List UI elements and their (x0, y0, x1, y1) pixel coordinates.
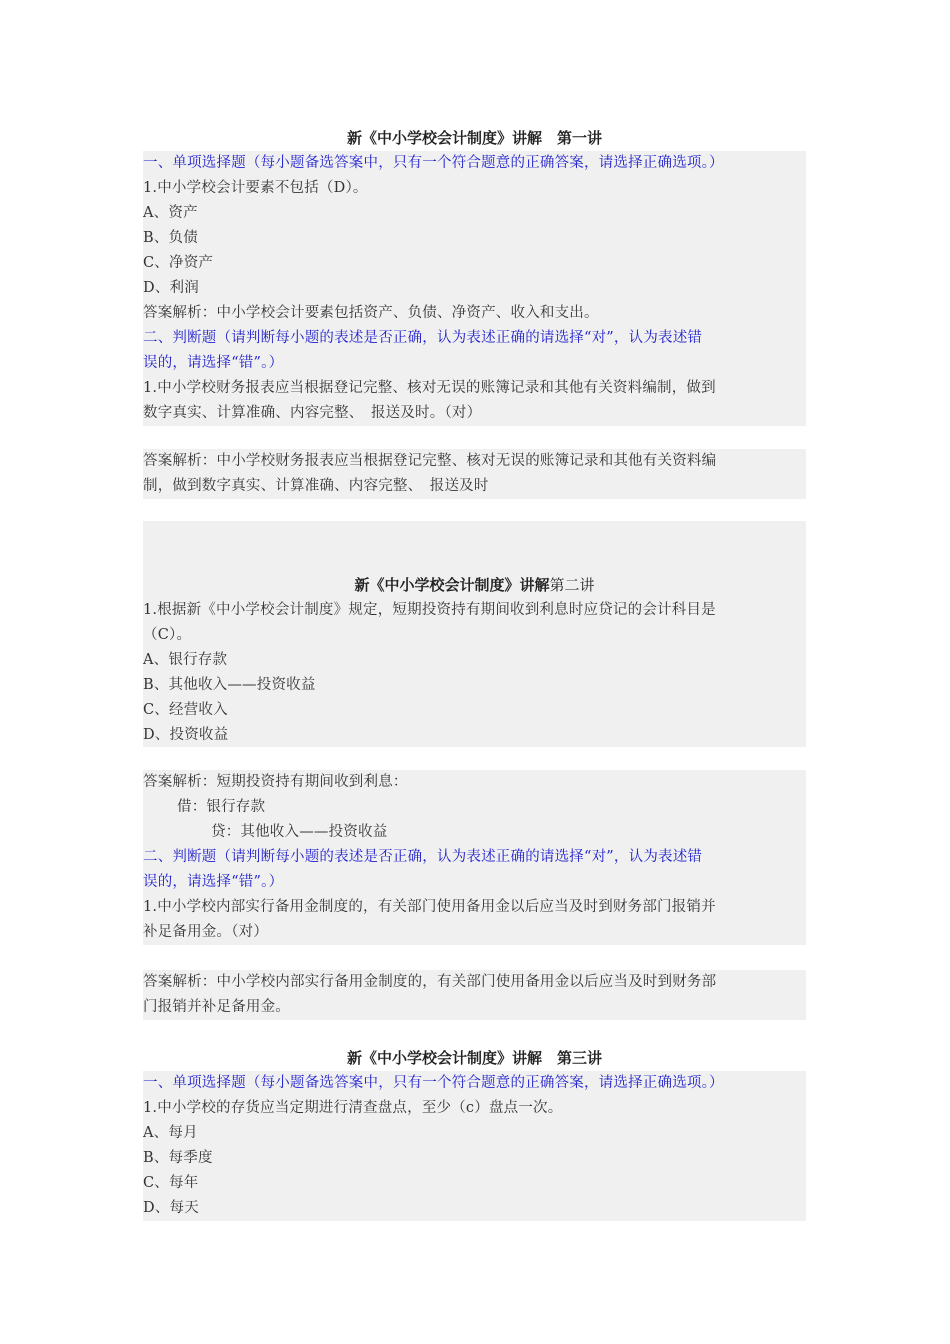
judge-heading-line1: 二、判断题（请判断每小题的表述是否正确，认为表述正确的请选择“对”，认为表述错 (143, 849, 703, 865)
section3-title: 新《中小学校会计制度》讲解 第三讲 (346, 1049, 602, 1067)
journal-credit: 贷：其他收入——投资收益 (211, 824, 388, 840)
section2-title (143, 573, 806, 598)
judge-analysis-line1: 答案解析：中小学校内部实行备用金制度的，有关部门使用备用金以后应当及时到财务部 (143, 974, 717, 990)
answer-analysis-intro: 答案解析：短期投资持有期间收到利息： (143, 774, 408, 790)
option-a: A、资产 (143, 205, 198, 221)
option-a: A、银行存款 (143, 652, 228, 668)
judge-question-line1: 1.中小学校财务报表应当根据登记完整、核对无误的账簿记录和其他有关资料编制，做到 (143, 380, 716, 396)
option-d: D、每天 (143, 1200, 199, 1216)
judge-question-line1: 1.中小学校内部实行备用金制度的，有关部门使用备用金以后应当及时到财务部门报销并 (143, 899, 716, 915)
question-1-line1: 1.根据新《中小学校会计制度》规定，短期投资持有期间收到利息时应贷记的会计科目是 (143, 602, 716, 618)
judge-heading-line2: 误的，请选择“错”。） (143, 874, 284, 890)
option-b: B、其他收入——投资收益 (143, 677, 316, 693)
section2-analysis-block (143, 770, 806, 945)
judge-question-line2: 数字真实、计算准确、内容完整、 报送及时。（对） (143, 405, 482, 421)
section2-title-bold: 新《中小学校会计制度》讲解 (354, 576, 550, 594)
judge-analysis-line2: 门报销并补足备用金。 (143, 999, 290, 1015)
option-d: D、利润 (143, 280, 199, 296)
single-choice-heading: 一、单项选择题（每小题备选答案中，只有一个符合题意的正确答案，请选择正确选项。） (143, 1075, 724, 1091)
judge-analysis-line2: 制，做到数字真实、计算准确、内容完整、 报送及时 (143, 478, 489, 494)
option-d: D、投资收益 (143, 727, 229, 743)
judge-heading-line2: 误的，请选择“错”。） (143, 355, 284, 371)
section2-title-regular: 第二讲 (549, 576, 595, 594)
section1-title: 新《中小学校会计制度》讲解 第一讲 (346, 129, 602, 147)
option-c: C、经营收入 (143, 702, 228, 718)
option-b: B、负债 (143, 230, 198, 246)
question-1: 1.中小学校的存货应当定期进行清查盘点，至少（c）盘点一次。 (143, 1100, 563, 1116)
section3-block (143, 1071, 806, 1221)
option-a: A、每月 (143, 1125, 198, 1141)
option-b: B、每季度 (143, 1150, 213, 1166)
section2-analysis2-block (143, 970, 806, 1020)
section1-block (143, 151, 806, 426)
question-1-line2: （C）。 (143, 627, 192, 643)
section2-block (143, 571, 806, 747)
journal-debit: 借：银行存款 (177, 799, 266, 815)
single-choice-heading: 一、单项选择题（每小题备选答案中，只有一个符合题意的正确答案，请选择正确选项。） (143, 155, 724, 171)
question-1: 1.中小学校会计要素不包括（D）。 (143, 180, 368, 196)
answer-analysis: 答案解析：中小学校会计要素包括资产、负债、净资产、收入和支出。 (143, 305, 599, 321)
section1-analysis-block (143, 449, 806, 499)
option-c: C、净资产 (143, 255, 214, 271)
spacer-block (143, 521, 806, 571)
judge-analysis-line1: 答案解析：中小学校财务报表应当根据登记完整、核对无误的账簿记录和其他有关资料编 (143, 453, 717, 469)
judge-question-line2: 补足备用金。（对） (143, 924, 269, 940)
option-c: C、每年 (143, 1175, 199, 1191)
judge-heading-line1: 二、判断题（请判断每小题的表述是否正确，认为表述正确的请选择“对”，认为表述错 (143, 330, 703, 346)
